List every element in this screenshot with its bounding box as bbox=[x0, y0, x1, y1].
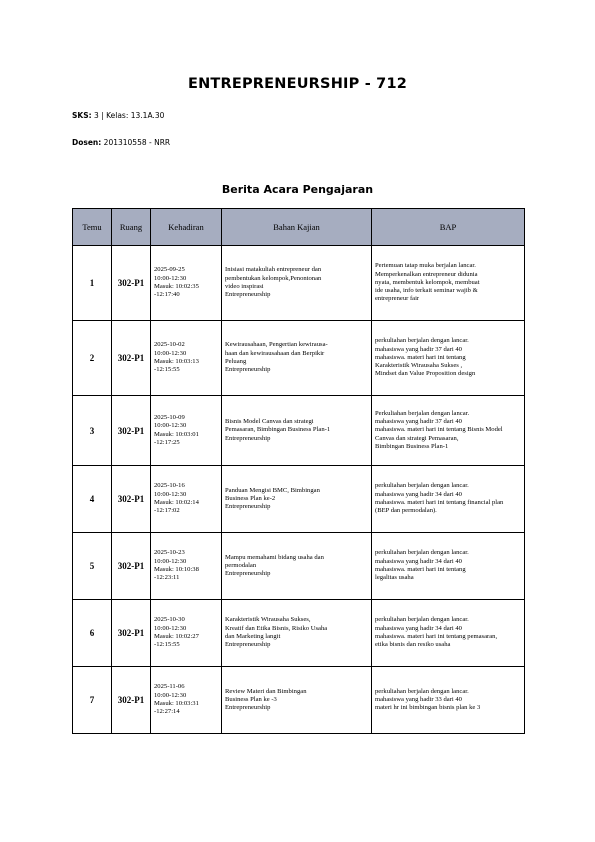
bahan-line: pembentukan kelompok,Penontonan bbox=[225, 274, 322, 282]
header-kehadiran: Kehadiran bbox=[151, 209, 222, 246]
cell-ruang: 302-P1 bbox=[112, 533, 151, 600]
kehadiran-line: 10:00-12:30 bbox=[154, 349, 187, 357]
header-bap: BAP bbox=[372, 209, 525, 246]
bahan-line: Entrepreneurship bbox=[225, 434, 271, 442]
bap-line: perkuliahan berjalan dengan lancar. bbox=[375, 616, 469, 624]
cell-bahan bbox=[222, 533, 372, 600]
bap-line: nyata, membentuk kelompok, membuat bbox=[375, 278, 480, 286]
bap-line: Perkuliahan berjalan dengan lancar. bbox=[375, 409, 470, 417]
cell-ruang: 302-P1 bbox=[112, 246, 151, 321]
kehadiran-line: -12:15:55 bbox=[154, 366, 180, 374]
kehadiran-line: 10:00-12:30 bbox=[154, 624, 187, 632]
cell-kehadiran bbox=[151, 321, 222, 396]
bahan-line: Entrepreneurship bbox=[225, 704, 271, 712]
cell-bap bbox=[372, 533, 525, 600]
cell-bahan bbox=[222, 600, 372, 667]
bap-line: mahasiswa. materi hari ini tentang pemasaran, bbox=[375, 633, 498, 640]
cell-bahan bbox=[222, 466, 372, 533]
bap-line: etika bisnis dan resiko usaha bbox=[375, 641, 451, 649]
bap-line: mahasiswa yang hadir 34 dari 40 bbox=[375, 557, 462, 565]
cell-bap bbox=[372, 246, 525, 321]
kehadiran-line: Masuk: 10:03:31 bbox=[154, 700, 199, 707]
table-row bbox=[73, 246, 525, 321]
bahan-line: Entrepreneurship bbox=[225, 503, 271, 511]
kehadiran-line: Masuk: 10:02:14 bbox=[154, 499, 199, 506]
kehadiran-line: 10:00-12:30 bbox=[154, 274, 187, 282]
bahan-line: Business Plan ke -3 bbox=[225, 695, 277, 703]
bap-line: mahasiswa. materi hari ini tentang Bisnis Model bbox=[375, 426, 503, 434]
header-ruang: Ruang bbox=[112, 209, 151, 246]
kehadiran-line: -12:27:14 bbox=[154, 708, 180, 716]
bahan-line: haan dan kewirausahaan dan Berpikir bbox=[225, 349, 325, 357]
cell-ruang: 302-P1 bbox=[112, 466, 151, 533]
kehadiran-line: 10:00-12:30 bbox=[154, 557, 187, 565]
kehadiran-line: -12:23:11 bbox=[154, 574, 180, 582]
cell-bahan bbox=[222, 396, 372, 466]
cell-bap bbox=[372, 466, 525, 533]
bap-line: mahasiswa yang hadir 34 dari 40 bbox=[375, 624, 462, 632]
kehadiran-line: 2025-10-09 bbox=[154, 413, 185, 421]
bap-line: Bimbingan Business Plan-1 bbox=[375, 442, 449, 450]
cell-bap bbox=[372, 396, 525, 466]
bap-line: Pertemuan tatap muka berjalan lancar. bbox=[375, 262, 476, 270]
table-row bbox=[73, 466, 525, 533]
bap-line: Mindset dan Value Proposition design bbox=[375, 370, 476, 378]
cell-bahan bbox=[222, 246, 372, 321]
bap-line: mahasiswa yang hadir 37 dari 40 bbox=[375, 345, 462, 353]
kehadiran-line: -12:17:25 bbox=[154, 438, 180, 446]
kehadiran-line: 2025-10-30 bbox=[154, 616, 185, 624]
bap-line: perkuliahan berjalan dengan lancar. bbox=[375, 549, 469, 557]
dosen-line bbox=[72, 138, 170, 147]
bahan-line: permodalan bbox=[225, 561, 257, 569]
cell-temu: 1 bbox=[73, 246, 112, 321]
bahan-line: Business Plan ke-2 bbox=[225, 494, 276, 502]
table-row bbox=[73, 533, 525, 600]
bap-line: entrepreneur fair bbox=[375, 295, 420, 303]
bap-line: perkuliahan berjalan dengan lancar. bbox=[375, 482, 469, 490]
cell-temu: 3 bbox=[73, 396, 112, 466]
bahan-line: Pemasaran, Bimbingan Business Plan-1 bbox=[225, 426, 331, 434]
cell-kehadiran bbox=[151, 466, 222, 533]
header-bahan-kajian: Bahan Kajian bbox=[222, 209, 372, 246]
table-row bbox=[73, 600, 525, 667]
cell-ruang: 302-P1 bbox=[112, 600, 151, 667]
document-title: ENTREPRENEURSHIP - 712 bbox=[187, 76, 408, 92]
kehadiran-line: Masuk: 10:03:13 bbox=[154, 358, 199, 365]
bahan-line: Entrepreneurship bbox=[225, 291, 271, 299]
bap-line: perkuliahan berjalan dengan lancar. bbox=[375, 687, 469, 695]
table-row bbox=[73, 667, 525, 734]
bap-line: perkuliahan berjalan dengan lancar. bbox=[375, 337, 469, 345]
table-row bbox=[73, 396, 525, 466]
cell-kehadiran bbox=[151, 246, 222, 321]
cell-temu: 2 bbox=[73, 321, 112, 396]
bap-line: mahasiswa. materi hari ini tentang bbox=[375, 353, 466, 361]
bap-line: mahasiswa yang hadir 33 dari 40 bbox=[375, 695, 462, 703]
kehadiran-line: Masuk: 10:03:01 bbox=[154, 430, 199, 438]
kehadiran-line: -12:15:55 bbox=[154, 641, 180, 649]
sks-line bbox=[72, 111, 164, 120]
cell-bahan bbox=[222, 667, 372, 734]
bahan-line: Inisiasi matakuliah entrepreneur dan bbox=[225, 266, 322, 274]
kehadiran-line: 10:00-12:30 bbox=[154, 691, 187, 699]
cell-bap bbox=[372, 321, 525, 396]
bahan-line: video inspirasi bbox=[225, 283, 264, 290]
bap-line: Canvas dan strategi Pemasaran, bbox=[375, 434, 459, 442]
bahan-line: Karakteristik Wirausaha Sukses, bbox=[225, 616, 311, 624]
header-temu: Temu bbox=[73, 209, 112, 246]
section-subtitle: Berita Acara Pengajaran bbox=[221, 183, 374, 196]
bahan-line: Kreatif dan Etika Bisnis, Risiko Usaha bbox=[225, 624, 328, 632]
dosen-label: Dosen: bbox=[72, 138, 102, 147]
bahan-line: Bisnis Model Canvas dan strategi bbox=[225, 418, 314, 426]
cell-kehadiran bbox=[151, 396, 222, 466]
bahan-line: Kewirausahaan, Pengertian kewirausa- bbox=[225, 341, 328, 349]
cell-bap bbox=[372, 667, 525, 734]
sks-label: SKS: bbox=[72, 111, 92, 120]
cell-temu: 4 bbox=[73, 466, 112, 533]
bap-table bbox=[72, 208, 525, 734]
kehadiran-line: -12:17:02 bbox=[154, 507, 180, 515]
bahan-line: Panduan Mengisi BMC, Bimbingan bbox=[225, 486, 320, 494]
cell-kehadiran bbox=[151, 533, 222, 600]
bap-line: legalitas usaha bbox=[375, 574, 414, 582]
kehadiran-line: Masuk: 10:10:38 bbox=[154, 566, 199, 573]
table-body bbox=[73, 246, 525, 734]
bap-line: materi hr ini bimbingan bisnis plan ke 3 bbox=[375, 704, 481, 712]
cell-temu: 7 bbox=[73, 667, 112, 734]
kehadiran-line: 2025-11-06 bbox=[154, 683, 185, 691]
table-row bbox=[73, 321, 525, 396]
bahan-line: Peluang bbox=[225, 358, 247, 365]
cell-bahan bbox=[222, 321, 372, 396]
bap-line: mahasiswa. materi hari ini tentang financial plan bbox=[375, 499, 504, 506]
cell-bap bbox=[372, 600, 525, 667]
kehadiran-line: 10:00-12:30 bbox=[154, 490, 187, 498]
kehadiran-line: -12:17:40 bbox=[154, 291, 180, 299]
dosen-value: 201310558 - NRR bbox=[103, 138, 171, 147]
bahan-line: dan Marketing langit bbox=[225, 633, 281, 640]
cell-kehadiran bbox=[151, 600, 222, 667]
kehadiran-line: 2025-10-23 bbox=[154, 549, 185, 557]
kehadiran-line: Masuk: 10:02:35 bbox=[154, 283, 199, 290]
cell-ruang: 302-P1 bbox=[112, 321, 151, 396]
cell-ruang: 302-P1 bbox=[112, 667, 151, 734]
bahan-line: Entrepreneurship bbox=[225, 641, 271, 649]
kehadiran-line: 2025-09-25 bbox=[154, 266, 185, 274]
kehadiran-line: Masuk: 10:02:27 bbox=[154, 633, 199, 640]
bap-line: ide usaha, info terkait seminar wajib & bbox=[375, 287, 478, 295]
table-header-row bbox=[73, 209, 525, 246]
cell-ruang: 302-P1 bbox=[112, 396, 151, 466]
bahan-line: Review Materi dan Bimbingan bbox=[225, 687, 307, 695]
kehadiran-line: 2025-10-02 bbox=[154, 341, 185, 349]
kehadiran-line: 2025-10-16 bbox=[154, 482, 185, 490]
bahan-line: Entrepreneurship bbox=[225, 366, 271, 374]
kehadiran-line: 10:00-12:30 bbox=[154, 422, 187, 430]
bap-line: mahasiswa yang hadir 37 dari 40 bbox=[375, 418, 462, 426]
bahan-line: Mampu memahami bidang usaha dan bbox=[225, 553, 324, 561]
bahan-line: Entrepreneurship bbox=[225, 570, 271, 578]
sks-value: 3 | Kelas: 13.1A.30 bbox=[94, 111, 165, 120]
bap-line: mahasiswa. materi hari ini tentang bbox=[375, 566, 466, 573]
bap-line: (BEP dan permodalan). bbox=[375, 507, 437, 515]
bap-line: mahasiswa yang hadir 34 dari 40 bbox=[375, 490, 462, 498]
cell-temu: 6 bbox=[73, 600, 112, 667]
cell-temu: 5 bbox=[73, 533, 112, 600]
cell-kehadiran bbox=[151, 667, 222, 734]
bap-line: Memperkenalkan entrepreneur didunia bbox=[375, 270, 478, 278]
bap-line: Karakteristik Wirausaha Sukses , bbox=[375, 362, 463, 370]
